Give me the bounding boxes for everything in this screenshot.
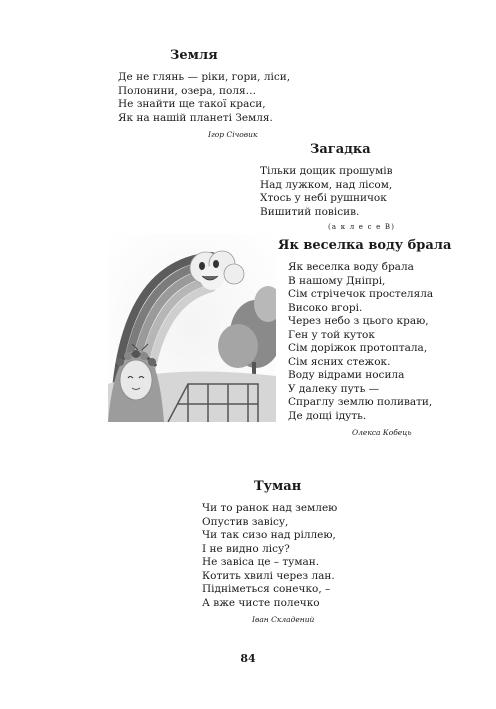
poem-author: Іван Складений — [252, 615, 315, 624]
poem-zemlia — [118, 48, 290, 139]
poem-line: Тільки дощик прошумів — [260, 165, 393, 177]
poem-author: Ігор Січовик — [208, 130, 258, 139]
poem-line: Підніметься сонечко, – — [202, 583, 331, 595]
poem-title: Загадка — [310, 142, 371, 157]
poem-title: Земля — [170, 48, 218, 63]
poem-line: Вишитий повісив. — [260, 205, 360, 218]
poem-line: Як веселка воду брала — [288, 261, 414, 273]
poem-zahadka — [260, 142, 395, 231]
poem-line: Де дощі ідуть. — [288, 409, 367, 422]
poem-line: Над лужком, над лісом, — [260, 178, 393, 191]
poem-line: Не завіса це – туман. — [202, 556, 320, 568]
poem-line: Воду відрами носила — [288, 369, 405, 381]
poem-line: Котить хвилі через лан. — [202, 569, 335, 582]
poem-title: Туман — [254, 479, 302, 494]
poem-line: Чи то ранок над землею — [202, 502, 338, 514]
poem-line: Сім стрічечок простеляла — [288, 288, 434, 300]
poem-line: В нашому Дніпрі, — [288, 274, 386, 287]
poem-line: Опустив завісу, — [202, 515, 289, 528]
poem-line: Через небо з цього краю, — [288, 315, 429, 327]
poem-line: Сім ясних стежок. — [288, 355, 391, 368]
poem-line: Полонини, озера, поля… — [118, 84, 257, 97]
poem-tuman — [202, 479, 337, 624]
poem-line: Чи так сизо над ріллею, — [202, 529, 336, 541]
poem-line: Ген у той куток — [288, 328, 375, 341]
poem-line: І не видно лісу? — [202, 542, 290, 555]
poem-line: Хтось у небі рушничок — [260, 192, 387, 204]
poem-line: Спраглу землю поливати, — [288, 396, 433, 408]
poem-line: Як на нашій планеті Земля. — [118, 111, 273, 124]
rainbow-illustration — [108, 234, 276, 422]
poem-line: Сім доріжок протоптала, — [288, 342, 428, 354]
poem-title: Як веселка воду брала — [278, 238, 452, 253]
poem-line: У далеку путь — — [288, 382, 380, 395]
page-number: 84 — [240, 652, 256, 665]
poem-line: Не знайти ще такої краси, — [118, 98, 266, 110]
girl-icon — [108, 350, 164, 422]
poem-line: Високо вгорі. — [288, 301, 363, 314]
poem-veselka — [278, 238, 452, 437]
poem-line: А вже чисте полечко — [202, 596, 320, 609]
poem-author: Олекса Кобець — [352, 428, 412, 437]
poem-line: Де не глянь — ріки, гори, ліси, — [118, 71, 291, 83]
riddle-answer: (а к л е с е В) — [328, 223, 396, 231]
